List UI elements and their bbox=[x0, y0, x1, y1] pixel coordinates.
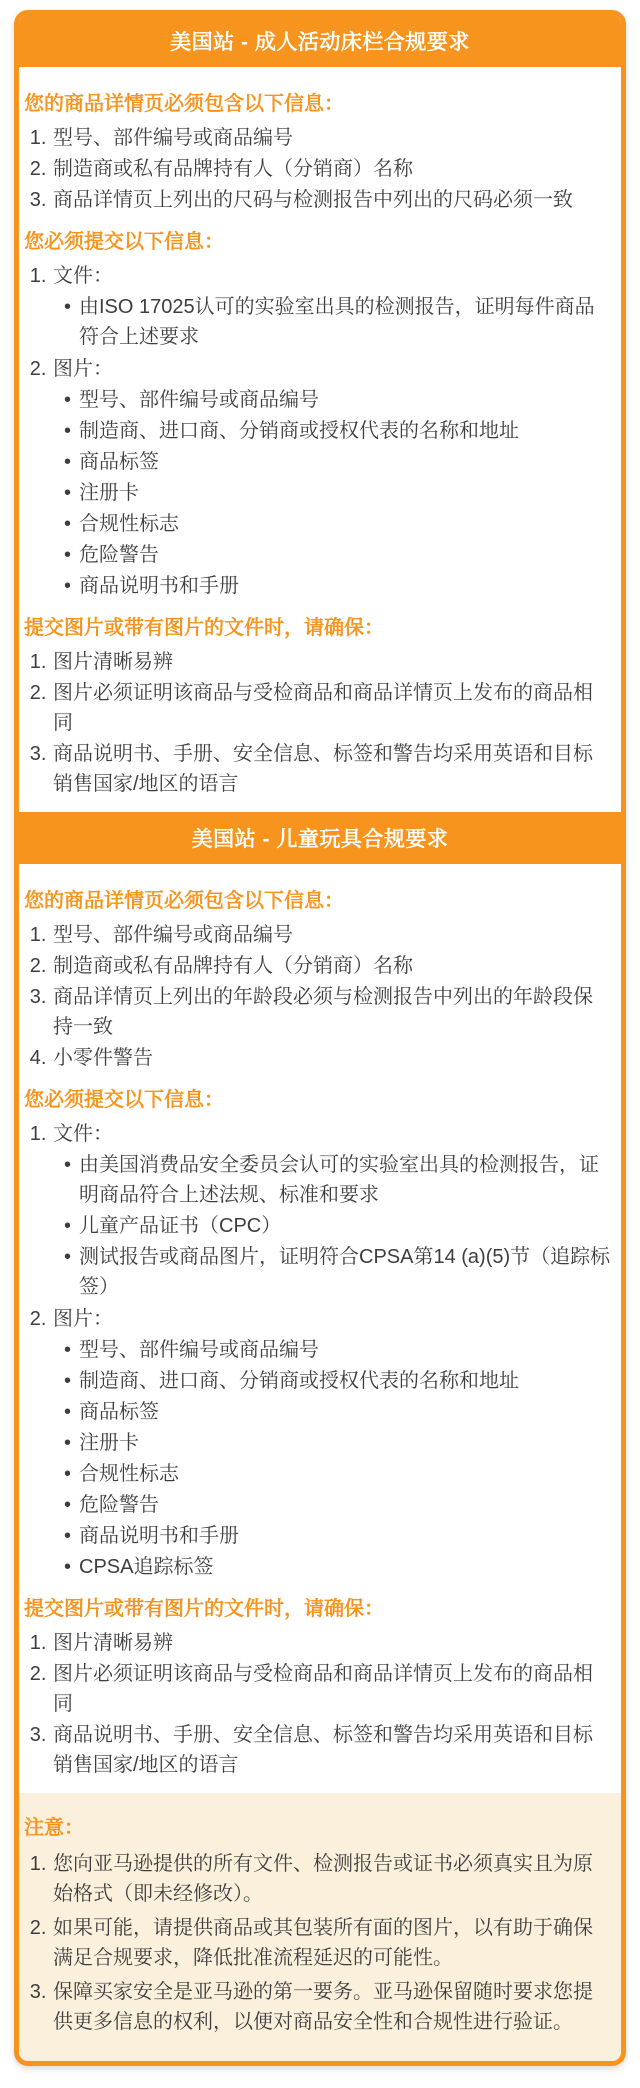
bullet-list bbox=[53, 1150, 611, 1302]
bullet-item: • 商品说明书和手册 bbox=[79, 571, 611, 601]
numbered-list bbox=[24, 647, 611, 799]
note-heading: 注意： bbox=[24, 1817, 84, 1839]
sub-heading: 提交图片或带有图片的文件时，请确保： bbox=[24, 1598, 384, 1620]
bullet-item: • 危险警告 bbox=[79, 1490, 611, 1520]
list-item: 1. 图片清晰易辨 bbox=[52, 647, 611, 677]
list-item: 2. 图片必须证明该商品与受检商品和商品详情页上发布的商品相同 bbox=[52, 1659, 611, 1719]
list-group bbox=[52, 354, 611, 601]
list-item: 1. 型号、部件编号或商品编号 bbox=[52, 123, 611, 153]
list-item: 1. 型号、部件编号或商品编号 bbox=[52, 920, 611, 950]
bullet-item: • 危险警告 bbox=[79, 540, 611, 570]
section-header-adult-bed-rails: 美国站 - 成人活动床栏合规要求 bbox=[19, 15, 621, 67]
section-body-children-toys bbox=[19, 864, 621, 1793]
sub-heading: 您必须提交以下信息： bbox=[24, 1089, 224, 1111]
numbered-group-list bbox=[24, 261, 611, 601]
list-item: 2. 制造商或私有品牌持有人（分销商）名称 bbox=[52, 951, 611, 981]
list-item: 3. 商品详情页上列出的年龄段必须与检测报告中列出的年龄段保持一致 bbox=[52, 982, 611, 1042]
list-item: 3. 商品详情页上列出的尺码与检测报告中列出的尺码必须一致 bbox=[52, 185, 611, 215]
numbered-group-list bbox=[24, 1119, 611, 1582]
list-item: 4. 小零件警告 bbox=[52, 1043, 611, 1073]
list-item: 3. 商品说明书、手册、安全信息、标签和警告均采用英语和目标销售国家/地区的语言 bbox=[52, 739, 611, 799]
bullet-item: • 由美国消费品安全委员会认可的实验室出具的检测报告，证明商品符合上述法规、标准和要求 bbox=[79, 1150, 611, 1210]
page bbox=[0, 10, 640, 2066]
list-item: 3. 商品说明书、手册、安全信息、标签和警告均采用英语和目标销售国家/地区的语言 bbox=[52, 1720, 611, 1780]
group-label: 1. 文件： bbox=[53, 1123, 113, 1145]
bullet-item: • 商品标签 bbox=[79, 447, 611, 477]
compliance-card bbox=[14, 10, 626, 2066]
bullet-item: • 商品说明书和手册 bbox=[79, 1521, 611, 1551]
note-item: 3. 保障买家安全是亚马逊的第一要务。亚马逊保留随时要求您提供更多信息的权利，以便对商品安全性和合规性进行验证。 bbox=[52, 1977, 611, 2037]
bullet-item: • 商品标签 bbox=[79, 1397, 611, 1427]
list-item: 2. 制造商或私有品牌持有人（分销商）名称 bbox=[52, 154, 611, 184]
sub-heading: 您的商品详情页必须包含以下信息： bbox=[24, 890, 344, 912]
sub-heading: 您的商品详情页必须包含以下信息： bbox=[24, 93, 344, 115]
bullet-item: • 型号、部件编号或商品编号 bbox=[79, 1335, 611, 1365]
list-group bbox=[52, 1304, 611, 1582]
bullet-item: • 合规性标志 bbox=[79, 509, 611, 539]
bullet-item: • 儿童产品证书（CPC） bbox=[79, 1211, 611, 1241]
section-body-adult-bed-rails bbox=[19, 67, 621, 812]
bullet-item: • 注册卡 bbox=[79, 1428, 611, 1458]
note-item: 2. 如果可能，请提供商品或其包装所有面的图片，以有助于确保满足合规要求，降低批准流程延迟的可能性。 bbox=[52, 1913, 611, 1973]
group-label: 2. 图片： bbox=[53, 358, 113, 380]
list-group bbox=[52, 261, 611, 352]
list-item: 2. 图片必须证明该商品与受检商品和商品详情页上发布的商品相同 bbox=[52, 678, 611, 738]
bullet-item: • 制造商、进口商、分销商或授权代表的名称和地址 bbox=[79, 1366, 611, 1396]
section-header-children-toys: 美国站 - 儿童玩具合规要求 bbox=[19, 812, 621, 864]
note-list bbox=[24, 1849, 611, 2037]
group-label: 1. 文件： bbox=[53, 265, 113, 287]
group-label: 2. 图片： bbox=[53, 1308, 113, 1330]
note-item: 1. 您向亚马逊提供的所有文件、检测报告或证书必须真实且为原始格式（即未经修改）。 bbox=[52, 1849, 611, 1909]
section-adult-bed-rails bbox=[19, 15, 621, 812]
numbered-list bbox=[24, 123, 611, 215]
sub-heading: 提交图片或带有图片的文件时，请确保： bbox=[24, 617, 384, 639]
numbered-list bbox=[24, 920, 611, 1073]
bullet-list bbox=[53, 292, 611, 352]
bullet-item: • 型号、部件编号或商品编号 bbox=[79, 385, 611, 415]
section-children-toys bbox=[19, 812, 621, 1793]
bullet-list bbox=[53, 1335, 611, 1582]
sub-heading: 您必须提交以下信息： bbox=[24, 231, 224, 253]
list-group bbox=[52, 1119, 611, 1302]
bullet-list bbox=[53, 385, 611, 601]
bullet-item: • 测试报告或商品图片，证明符合CPSA第14 (a)(5)节（追踪标签） bbox=[79, 1242, 611, 1302]
bullet-item: • 注册卡 bbox=[79, 478, 611, 508]
numbered-list bbox=[24, 1628, 611, 1780]
bullet-item: • 制造商、进口商、分销商或授权代表的名称和地址 bbox=[79, 416, 611, 446]
note-section bbox=[19, 1793, 621, 2061]
list-item: 1. 图片清晰易辨 bbox=[52, 1628, 611, 1658]
bullet-item: • 由ISO 17025认可的实验室出具的检测报告，证明每件商品符合上述要求 bbox=[79, 292, 611, 352]
bullet-item: • CPSA追踪标签 bbox=[79, 1552, 611, 1582]
bullet-item: • 合规性标志 bbox=[79, 1459, 611, 1489]
